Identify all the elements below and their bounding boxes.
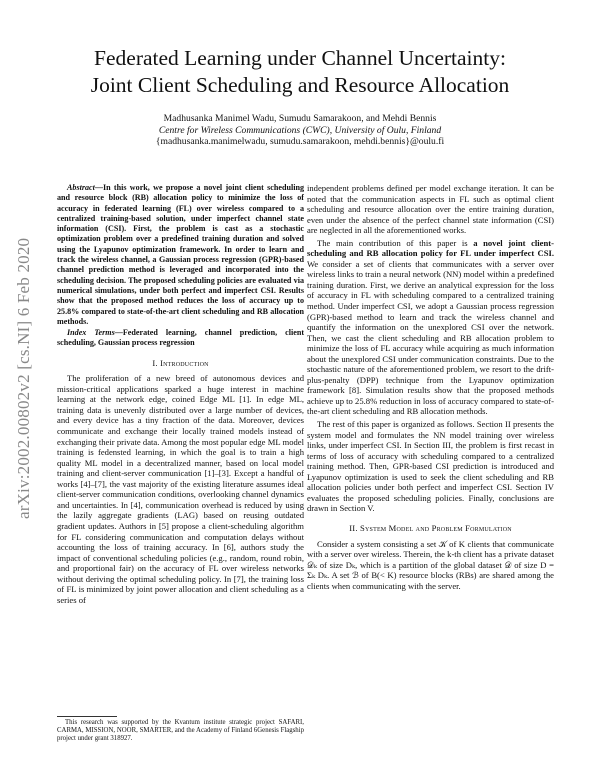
abstract-label: Abstract xyxy=(67,183,95,192)
right-column xyxy=(307,183,554,591)
abstract-text: —In this work, we propose a novel joint client scheduling and resource block (RB) allocation policy to minimize the loss of accuracy in federated learning (FL) over wireless compared to a centralized training-based solution, under imperfect channel state information (CSI). First, the problem is cast as a stochastic optimization problem over a predefined training duration and solved using the Lyapunov optimization framework. In order to learn and track the wireless channel, a Gaussian process regression (GPR)-based channel prediction method is leveraged and incorporated into the scheduling decision. The proposed scheduling policies are evaluated via numerical simulations, under both perfect and imperfect CSI. Results show that the proposed method reduces the loss of accuracy up to 25.8% compared to state-of-the-art client scheduling and RB allocation methods. xyxy=(57,183,304,326)
author-block xyxy=(40,113,560,148)
arxiv-sidebar-label: arXiv:2002.00802v2 [cs.NI] 6 Feb 2020 xyxy=(14,237,33,519)
author-emails: {madhusanka.manimelwadu, sumudu.samarakoon, mehdi.bennis}@oulu.fi xyxy=(155,136,445,147)
section-heading-introduction: I. Introduction xyxy=(152,357,209,368)
right-paragraph-1: independent problems defined per model exchange iteration. It can be noted that the communication aspects in FL such as optimal client scheduling and resource allocation over the entire training duration, even under the absence of the perfect channel state information (CSI) are neglected in all the aforementioned works. xyxy=(307,183,554,236)
contribution-paragraph xyxy=(307,238,554,417)
author-names: Madhusanka Manimel Wadu, Sumudu Samarakoon, and Mehdi Bennis xyxy=(163,113,437,124)
section-heading-system-model: II. System Model and Problem Formulation xyxy=(349,522,512,533)
abstract xyxy=(57,183,304,327)
footnote-divider xyxy=(57,716,117,717)
organization-paragraph: The rest of this paper is organized as follows. Section II presents the system model and formulates the NN model training over wireless links, under imperfect CSI. In Section III, the problem is first recast in terms of loss of accuracy with scheduling compared to a centralized training method. Then, GPR-based CSI prediction is introduced and Lyapunov optimization is used to seek the client scheduling and RB allocation policies under both perfect and imperfect CSI. Section IV evaluates the proposed scheduling policies. Finally, conclusions are drawn in Section V. xyxy=(307,419,554,514)
title-line-2: Joint Client Scheduling and Resource Allocation xyxy=(90,73,510,97)
index-terms-text: —Federated learning, channel prediction, client scheduling, Gaussian process regression xyxy=(57,328,305,348)
paper-title xyxy=(40,45,560,99)
contribution-highlight: a novel joint client-scheduling and RB allocation policy for FL under imperfect CSI. xyxy=(307,237,554,259)
index-terms-label: Index Terms xyxy=(67,328,115,338)
system-model-paragraph: Consider a system consisting a set 𝒦 of K clients that communicate with a server over wireless. Therein, the k-th client has a private dataset 𝒟ₖ of size Dₖ, which is a partition of the global dataset 𝒟 of size D = Σₖ Dₖ. A set ℬ of B(< K) resource blocks (RBs) are shared among the clients when communicating with the server. xyxy=(307,538,554,591)
contribution-text-b: We consider a set of clients that communicates with a server over wireless links to train a neural network (NN) model within a predefined training duration. First, we derive an analytical expression for the loss of accuracy in FL with scheduling compared to a centralized training method. Under imperfect CSI, we adopt a Gaussian process regression (GPR)-based method to learn and track the wireless channel and quantify the information on the unexplored CSI over the network. Then, we cast the client scheduling and RB allocation problem to minimize the loss of FL accuracy while acquiring as much information about the unexplored CSI under communication constraints. Due to the stochastic nature of the aforementioned problem, we resort to the drift-plus-penalty (DPP) technique from the Lyapunov optimization framework [8]. Simulation results show that the proposed methods achieve up to 25.8% reduction in loss of accuracy compared to state-of-the-art client scheduling and RB allocation methods. xyxy=(307,258,554,417)
funding-footnote: This research was supported by the Kvantum institute strategic project SAFARI, CARMA, MISSION, NOOR, SMARTER, and the Academy of Finland 6Genesis Flagship project under grant 318927. xyxy=(57,719,304,743)
affiliation: Centre for Wireless Communications (CWC), University of Oulu, Finland xyxy=(158,124,442,136)
index-terms xyxy=(57,328,304,349)
title-line-1: Federated Learning under Channel Uncertainty: xyxy=(94,46,506,70)
left-column xyxy=(57,183,304,605)
intro-paragraph: The proliferation of a new breed of autonomous devices and mission-critical applications sparked a huge interest in machine learning at the network edge, coined Edge ML [1]. In edge ML, training data is unevenly distributed over a large number of devices, and every device has a tiny fraction of the data. Moreover, devices communicate and exchange their locally trained models instead of exchanging their private data. Among the most popular edge ML model training is fedensted learning, in which the goal is to train a high quality ML model in a decentralized manner, based on local model training and client-server communication [1]–[3]. Except a handful of works [4]–[7], the vast majority of the existing literature assumes ideal client-server communication conditions, overlooking channel dynamics and uncertainties. In [4], communication overhead is reduced by using the lazily aggregate gradients (LAG) based on reusing outdated gradient updates. Authors in [5] propose a client-scheduling algorithm for FL considering communication and computation delays without accounting the loss of training accuracy. In [6], authors study the impact of conventional scheduling policies (e.g., random, round robin, and proportional fair) on the accuracy of FL over wireless networks without deriving the optimal scheduling policy. In [7], the training loss of FL is minimized by joint power allocation and client scheduling as a series of xyxy=(57,373,304,605)
contribution-text-a: The main contribution of this paper is xyxy=(317,237,474,248)
